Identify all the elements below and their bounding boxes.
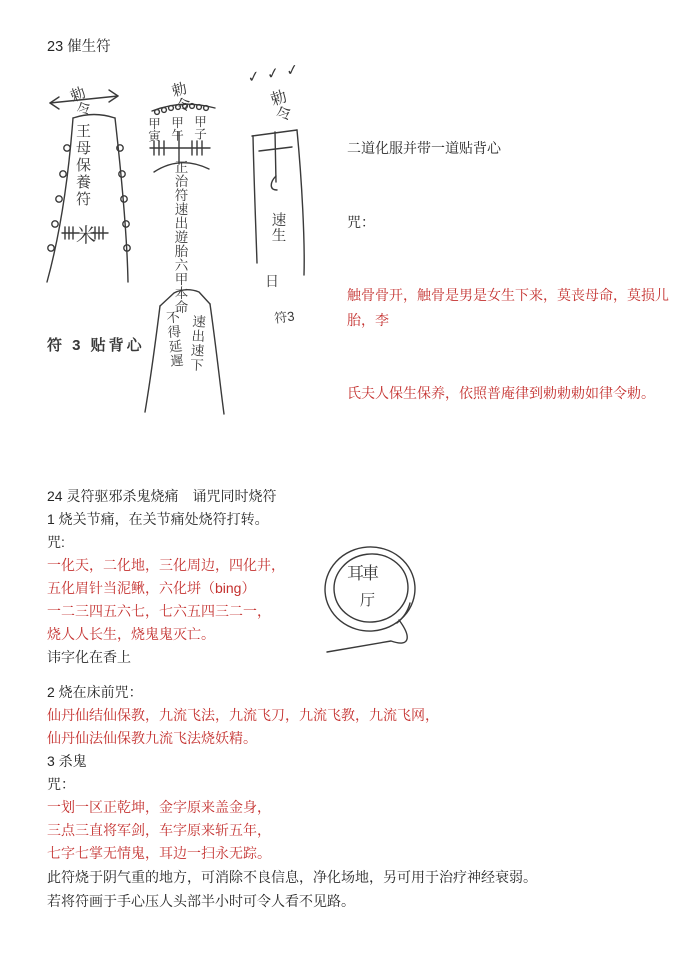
talisman3-header: 勅令 [266,87,293,126]
section23-text [347,87,679,455]
usage-note: 二道化服并带一道贴背心 [347,140,501,156]
talisman1-outline-left [47,118,73,282]
checkmarks: ✓✓✓ [246,59,307,87]
seal-bottom-char: 厅 [360,592,376,609]
talisman1-seal-star: 米 [76,225,96,247]
instruction-line: 1 烧关节痛，在关节痛处烧符打转。 [47,511,269,527]
chant-line: 七字七掌无情鬼，耳边一扫永无踪。 [47,845,271,861]
section24-heading: 24 灵符驱邪杀鬼烧痛 诵咒同时烧符 [47,488,277,504]
talisman2-inner-right-text: 速出速下 [187,313,206,373]
section23-heading: 23 催生符 [47,39,111,55]
frame-right [297,130,304,275]
chant-line: 烧人人长生，烧鬼鬼灭亡。 [47,626,215,642]
circle-seal-drawing [313,540,448,690]
talisman2-base-left [145,306,160,412]
chant-line: 一划一区正乾坤，金字原来盖金身， [47,799,271,815]
footer-line: 若将符画于手心压人头部半小时可令人看不见路。 [47,892,355,909]
frame-left [253,136,257,263]
footer-notes [47,866,667,913]
talisman1-caption: 符 3 贴背心 [47,337,145,354]
talisman3-body-text: 速生 [269,212,286,243]
talisman2-column-jiazi: 甲子 [192,115,207,140]
talisman3-sun-char: 日 [265,273,279,289]
chant-line: 三点三直将军剑，车字原来斩五年， [47,822,271,838]
talisman2-column-jiawu: 甲午 [169,116,184,141]
instruction-line: 讳字化在香上 [47,649,131,665]
talisman1-header: 勅令 [66,84,94,121]
talisman2-column-jiayin: 甲寅 [146,117,161,142]
inner-stem [275,132,276,182]
talisman1-drawing [36,86,152,296]
talisman2-base-right [210,304,224,414]
footer-line: 此符烧于阴气重的地方，可消除不良信息，净化场地，另可用于治疗神经衰弱。 [47,869,537,885]
chant-label: 咒： [347,213,375,230]
chant-line: 氏夫人保生保养，依照普庵律到勅勅勅如律令勅。 [347,385,655,401]
chant-line: 五化眉针当泥鳅，六化垪（bing） [47,580,256,596]
talisman1-body-text: 王母保養符 [74,123,91,208]
chant-line: 触骨骨开，触骨是男是女生下来，莫丧母命，莫损儿胎，李 [347,287,669,328]
chant-line: 仙丹仙法仙保教九流飞法烧妖精。 [47,730,257,746]
chant-line: 一二三四五六七，七六五四三二一， [47,603,271,619]
chant-label: 咒： [47,776,75,792]
seal-top-chars: 耳車 [347,564,377,583]
seal-tail-stroke [327,620,407,652]
chant-line: 一化天，二化地，三化周边，四化井， [47,557,285,573]
talisman3-label: 符3 [273,308,296,326]
talisman2-inner-left-text: 不得延遲 [163,309,184,369]
talisman2-header: 勅令 [168,79,193,116]
talisman2-body-text: 正治符速出遊胎六甲本命 [172,160,188,314]
chant-label: 咒: [47,534,65,550]
chant-line: 仙丹仙结仙保教，九流飞法，九流飞刀，九流飞教，九流飞网， [47,707,439,723]
instruction-line: 2 烧在床前咒： [47,684,143,700]
instruction-line: 3 杀鬼 [47,753,87,769]
